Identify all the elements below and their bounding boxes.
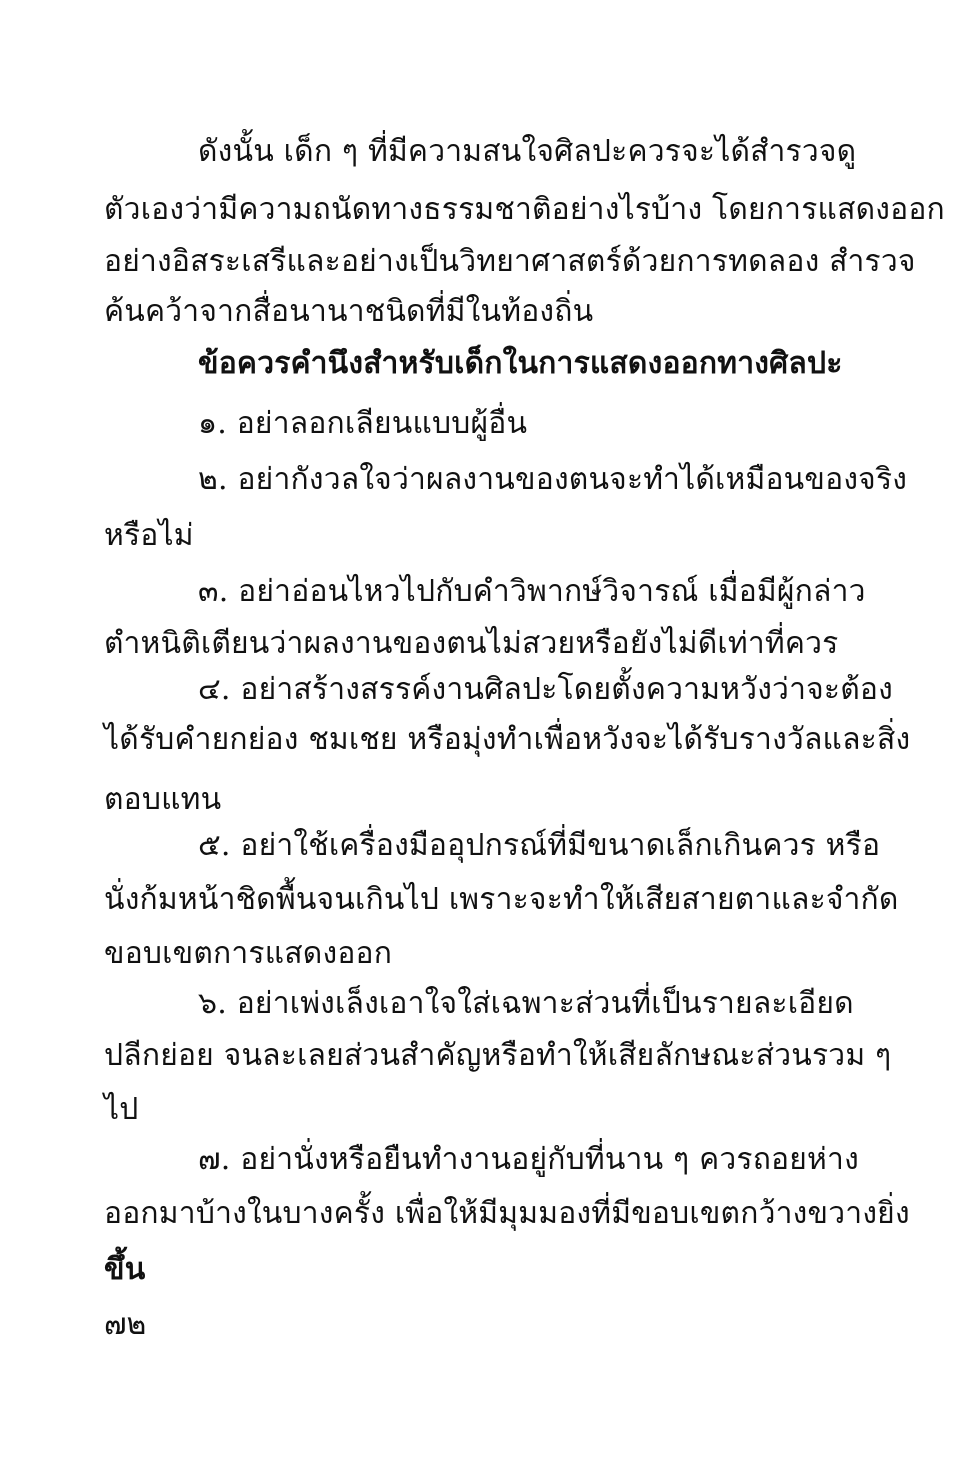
intro-line-3: อย่างอิสระเสรีและอย่างเป็นวิทยาศาสตร์ด้วยการทดลอง สำรวจ	[104, 244, 916, 279]
item-5-line-1: ๕. อย่าใช้เครื่องมืออุปกรณ์ที่มีขนาดเล็กเกินควร หรือ	[198, 828, 881, 863]
item-5-line-2: นั่งก้มหน้าชิดพื้นจนเกินไป เพราะจะทำให้เสียสายตาและจำกัด	[104, 882, 899, 917]
item-4-line-1: ๔. อย่าสร้างสรรค์งานศิลปะโดยตั้งความหวังว่าจะต้อง	[198, 672, 893, 707]
item-2-line-1: ๒. อย่ากังวลใจว่าผลงานของตนจะทำได้เหมือนของจริง	[198, 462, 908, 497]
item-7-line-2: ออกมาบ้างในบางครั้ง เพื่อให้มีมุมมองที่มีขอบเขตกว้างขวางยิ่ง	[104, 1196, 910, 1231]
item-2-line-2: หรือไม่	[104, 518, 194, 553]
item-4-line-2: ได้รับคำยกย่อง ชมเชย หรือมุ่งทำเพื่อหวังจะได้รับรางวัลและสิ่ง	[104, 722, 911, 757]
section-heading: ข้อควรคำนึงสำหรับเด็กในการแสดงออกทางศิลปะ	[198, 346, 843, 381]
intro-line-1: ดังนั้น เด็ก ๆ ที่มีความสนใจศิลปะควรจะได้สำรวจดู	[198, 134, 857, 169]
item-6-line-3: ไป	[104, 1092, 139, 1127]
item-6-line-2: ปลีกย่อย จนละเลยส่วนสำคัญหรือทำให้เสียลักษณะส่วนรวม ๆ	[104, 1038, 892, 1073]
item-3-line-2: ตำหนิติเตียนว่าผลงานของตนไม่สวยหรือยังไม่ดีเท่าที่ควร	[104, 626, 839, 661]
page-number: ๗๒	[104, 1307, 147, 1342]
item-3-line-1: ๓. อย่าอ่อนไหวไปกับคำวิพากษ์วิจารณ์ เมื่อมีผู้กล่าว	[198, 574, 866, 609]
item-4-line-3: ตอบแทน	[104, 782, 222, 817]
item-7-line-1: ๗. อย่านั่งหรือยืนทำงานอยู่กับที่นาน ๆ ควรถอยห่าง	[198, 1142, 859, 1177]
intro-line-2: ตัวเองว่ามีความถนัดทางธรรมชาติอย่างไรบ้าง โดยการแสดงออก	[104, 192, 945, 227]
item-6-line-1: ๖. อย่าเพ่งเล็งเอาใจใส่เฉพาะส่วนที่เป็นรายละเอียด	[198, 986, 854, 1021]
intro-line-4: ค้นคว้าจากสื่อนานาชนิดที่มีในท้องถิ่น	[104, 294, 594, 329]
item-7-line-3: ขึ้น	[104, 1252, 146, 1287]
item-1-line-1: ๑. อย่าลอกเลียนแบบผู้อื่น	[198, 406, 528, 441]
item-5-line-3: ขอบเขตการแสดงออก	[104, 936, 393, 971]
